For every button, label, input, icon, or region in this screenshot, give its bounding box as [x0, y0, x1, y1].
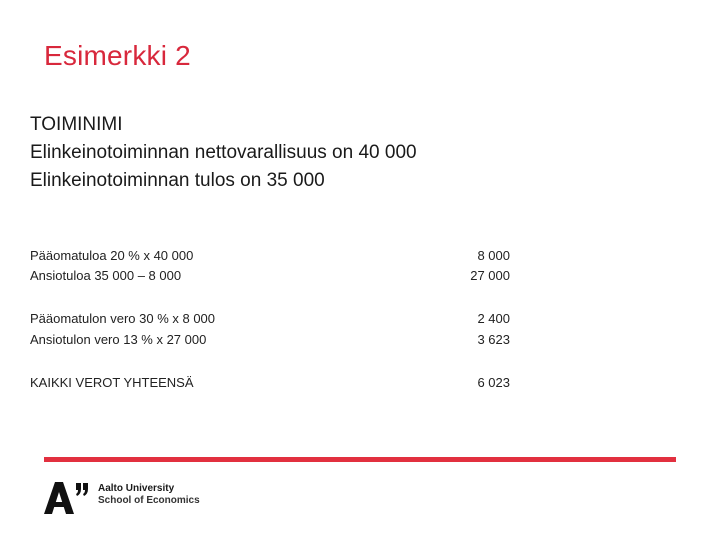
- logo-wordmark: [98, 483, 200, 507]
- intro-line-company: TOIMINIMI: [30, 114, 123, 135]
- row-label: Pääomatulon vero 30 % x 8 000: [30, 311, 216, 326]
- aalto-logo-icon: [44, 480, 94, 521]
- logo-subtitle: School of Economics: [98, 495, 200, 506]
- row-value: 27 000: [470, 268, 510, 283]
- row-label: Pääomatuloa 20 % x 40 000: [30, 248, 194, 263]
- row-value: 2 400: [477, 311, 510, 326]
- intro-text: [30, 111, 417, 195]
- row-value: 8 000: [477, 248, 510, 263]
- logo-name: Aalto University: [98, 483, 175, 494]
- row-value: 3 623: [477, 332, 510, 347]
- intro-line-result: Elinkeinotoiminnan tulos on 35 000: [30, 170, 325, 191]
- row-value: 6 023: [477, 375, 510, 390]
- intro-line-net-assets: Elinkeinotoiminnan nettovarallisuus on 40 000: [30, 142, 417, 163]
- row-label: Ansiotuloa 35 000 – 8 000: [30, 268, 182, 283]
- footer-divider: [44, 457, 676, 462]
- row-label: Ansiotulon vero 13 % x 27 000: [30, 332, 207, 347]
- row-label: KAIKKI VEROT YHTEENSÄ: [30, 375, 194, 390]
- slide-title: Esimerkki 2: [44, 40, 191, 71]
